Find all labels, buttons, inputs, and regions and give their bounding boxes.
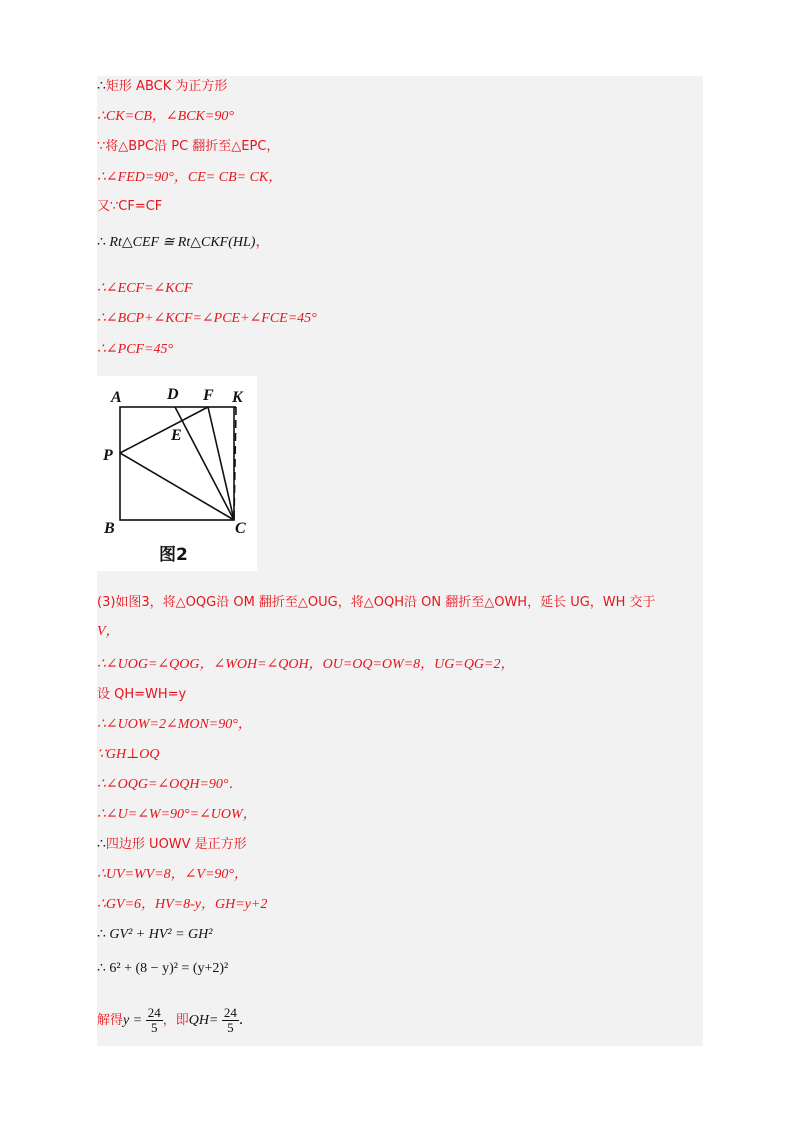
fraction-y: $\frac{24}{5}$ — [147, 1005, 161, 1036]
figure-caption: 图2 — [159, 545, 188, 565]
line-square-abck: ∴矩形 ABCK 为正方形 — [97, 79, 228, 94]
line-gv-hv-gh: ∴GV=6，HV=8-y，GH=y+2 — [97, 897, 268, 912]
figure-2-diagram — [97, 376, 257, 571]
line-u-w-90: ∴∠U=∠W=90°=∠UOW， — [97, 807, 257, 822]
fraction-qh: $\frac{24}{5}$ — [223, 1005, 237, 1036]
line-cf-cf: 又∵CF=CF — [97, 199, 163, 214]
line-uv-wv: ∴UV=WV=8，∠V=90°， — [97, 867, 249, 882]
line-let-qh: 设 QH=WH=y — [97, 687, 187, 702]
line-fed-90: ∴∠FED=90°，CE= CB= CK， — [97, 170, 283, 185]
line-square-uowv: ∴四边形 UOWV 是正方形 — [97, 837, 247, 852]
label-d: D — [167, 386, 179, 403]
label-a: A — [111, 389, 122, 406]
line-equation: ∴ 6² + (8 − y)² = (y+2)² — [97, 961, 229, 976]
line-congruent: ∴ Rt△CEF ≅ Rt△CKF(HL)， — [97, 235, 270, 250]
line-equal-angles: ∴∠UOG=∠QOG，∠WOH=∠QOH，OU=OQ=OW=8，UG=QG=2， — [97, 657, 515, 672]
label-c: C — [235, 520, 246, 537]
label-b: B — [104, 520, 115, 537]
line-uow-90: ∴∠UOW=2∠MON=90°， — [97, 717, 252, 732]
line-angle-sum: ∴∠BCP+∠KCF=∠PCE+∠FCE=45° — [97, 311, 317, 326]
line-oqg-90: ∴∠OQG=∠OQH=90°． — [97, 777, 243, 792]
segment-fc — [208, 407, 234, 520]
line-fold-bpc: ∵将△BPC沿 PC 翻折至△EPC， — [97, 139, 280, 154]
label-e: E — [171, 427, 182, 444]
line-solve: 解得y = $\frac{24}{5}$ ，即QH= $\frac{24}{5}$ ． — [97, 1005, 253, 1036]
label-p: P — [103, 447, 113, 464]
line-pcf-45: ∴∠PCF=45° — [97, 342, 174, 357]
line-ck-cb: ∴CK=CB，∠BCK=90° — [97, 109, 234, 124]
figure-2 — [97, 376, 257, 571]
line-pythagoras: ∴ GV² + HV² = GH² — [97, 927, 213, 942]
line-ecf-kcf: ∴∠ECF=∠KCF — [97, 281, 193, 296]
line-v: V， — [97, 624, 120, 639]
line-part3-fold: (3)如图3，将△OQG沿 OM 翻折至△OUG，将△OQH沿 ON 翻折至△OWH，延长 UG，WH 交于 — [97, 595, 656, 610]
line-gh-perp: ∵GH⊥OQ — [97, 747, 160, 762]
label-k: K — [232, 389, 243, 406]
label-f: F — [203, 387, 214, 404]
